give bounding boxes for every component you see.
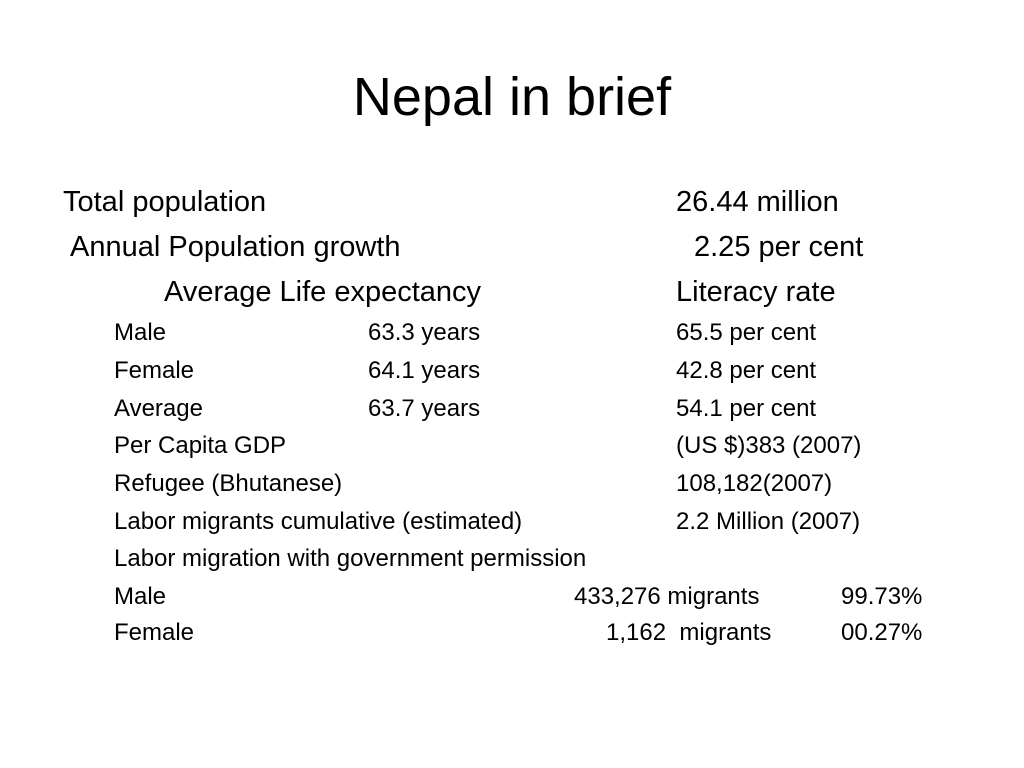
population-growth-label: Annual Population growth: [70, 231, 401, 263]
life-row-female-life: 64.1 years: [368, 357, 481, 384]
migration-row-male-count: 433,276 migrants: [574, 583, 760, 610]
gdp-label: Per Capita GDP: [114, 432, 287, 459]
total-population-value: 26.44 million: [676, 186, 839, 218]
migration-row-female-count: 1,162 migrants: [606, 619, 772, 646]
life-row-male-label: Male: [114, 319, 167, 346]
life-row-male-life: 63.3 years: [368, 319, 481, 346]
life-row-average-literacy: 54.1 per cent: [676, 395, 817, 422]
migration-row-male-percent: 99.73%: [841, 583, 923, 610]
life-row-average-life: 63.7 years: [368, 395, 481, 422]
life-row-male-literacy: 65.5 per cent: [676, 319, 817, 346]
migration-row-male-label: Male: [114, 583, 167, 610]
migration-row-female-percent: 00.27%: [841, 619, 923, 646]
refugee-label: Refugee (Bhutanese): [114, 470, 343, 497]
life-row-female-label: Female: [114, 357, 195, 384]
life-row-female-literacy: 42.8 per cent: [676, 357, 817, 384]
labor-migrants-label: Labor migrants cumulative (estimated): [114, 508, 523, 535]
migration-row-female-label: Female: [114, 619, 195, 646]
literacy-rate-header: Literacy rate: [676, 276, 836, 308]
labor-migrants-value: 2.2 Million (2007): [676, 508, 861, 535]
life-row-average-label: Average: [114, 395, 203, 422]
total-population-label: Total population: [63, 186, 267, 218]
labor-migration-heading: Labor migration with government permission: [114, 545, 587, 572]
refugee-value: 108,182(2007): [676, 470, 833, 497]
gdp-value: (US $)383 (2007): [676, 432, 862, 459]
slide-title: Nepal in brief: [352, 67, 672, 127]
population-growth-value: 2.25 per cent: [694, 231, 864, 263]
life-expectancy-header: Average Life expectancy: [164, 276, 482, 308]
